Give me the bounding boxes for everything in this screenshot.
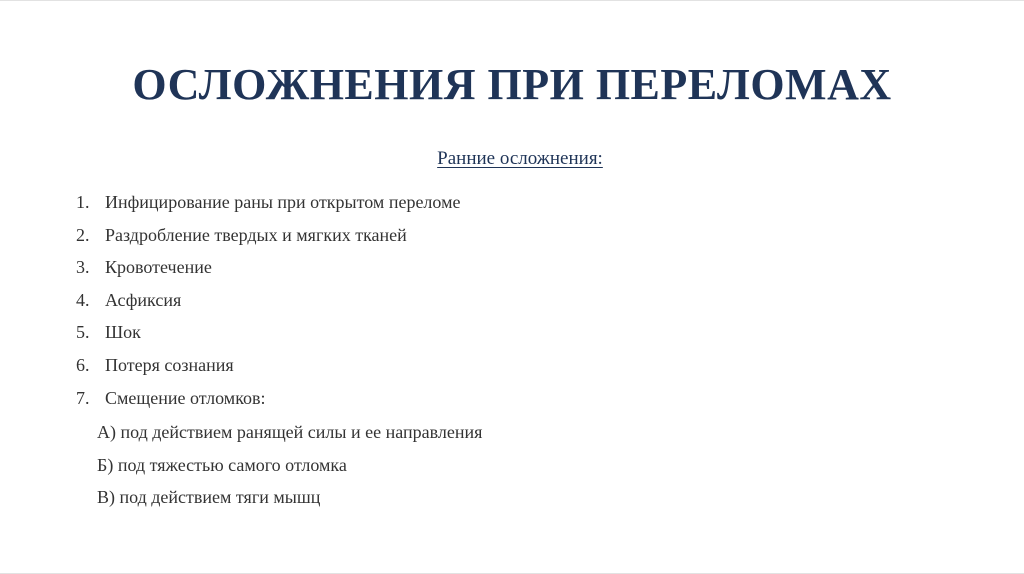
section-subtitle: Ранние осложнения: [437,148,603,169]
list-item-number: 2. [76,224,90,245]
list-item [76,255,460,288]
list-item [76,386,460,419]
complications-list [76,190,460,418]
list-item-text: Кровотечение [105,257,212,278]
sublist-item: В) под действием тяги мышц [97,487,321,508]
list-item [76,223,460,256]
list-item-text: Асфиксия [105,289,182,310]
displacement-sublist [97,420,482,518]
list-item-text: Потеря сознания [105,354,234,375]
list-item-text: Раздробление твердых и мягких тканей [105,224,407,245]
list-item [76,288,460,321]
list-item [76,353,460,386]
slide-title: ОСЛОЖНЕНИЯ ПРИ ПЕРЕЛОМАХ [132,60,892,109]
list-item [76,320,460,353]
list-item-number: 4. [76,289,90,310]
list-item-number: 3. [76,257,90,278]
sublist-item: А) под действием ранящей силы и ее направления [97,422,483,442]
list-item-number: 1. [76,192,90,212]
list-item-number: 5. [76,322,90,343]
sublist-item: Б) под тяжестью самого отломка [97,454,347,475]
list-item-text: Смещение отломков: [105,387,266,408]
list-item-number: 7. [76,387,90,408]
list-item-text: Шок [105,322,141,343]
list-item [76,190,460,223]
list-item-number: 6. [76,354,90,375]
list-item-text: Инфицирование раны при открытом переломе [105,192,461,212]
